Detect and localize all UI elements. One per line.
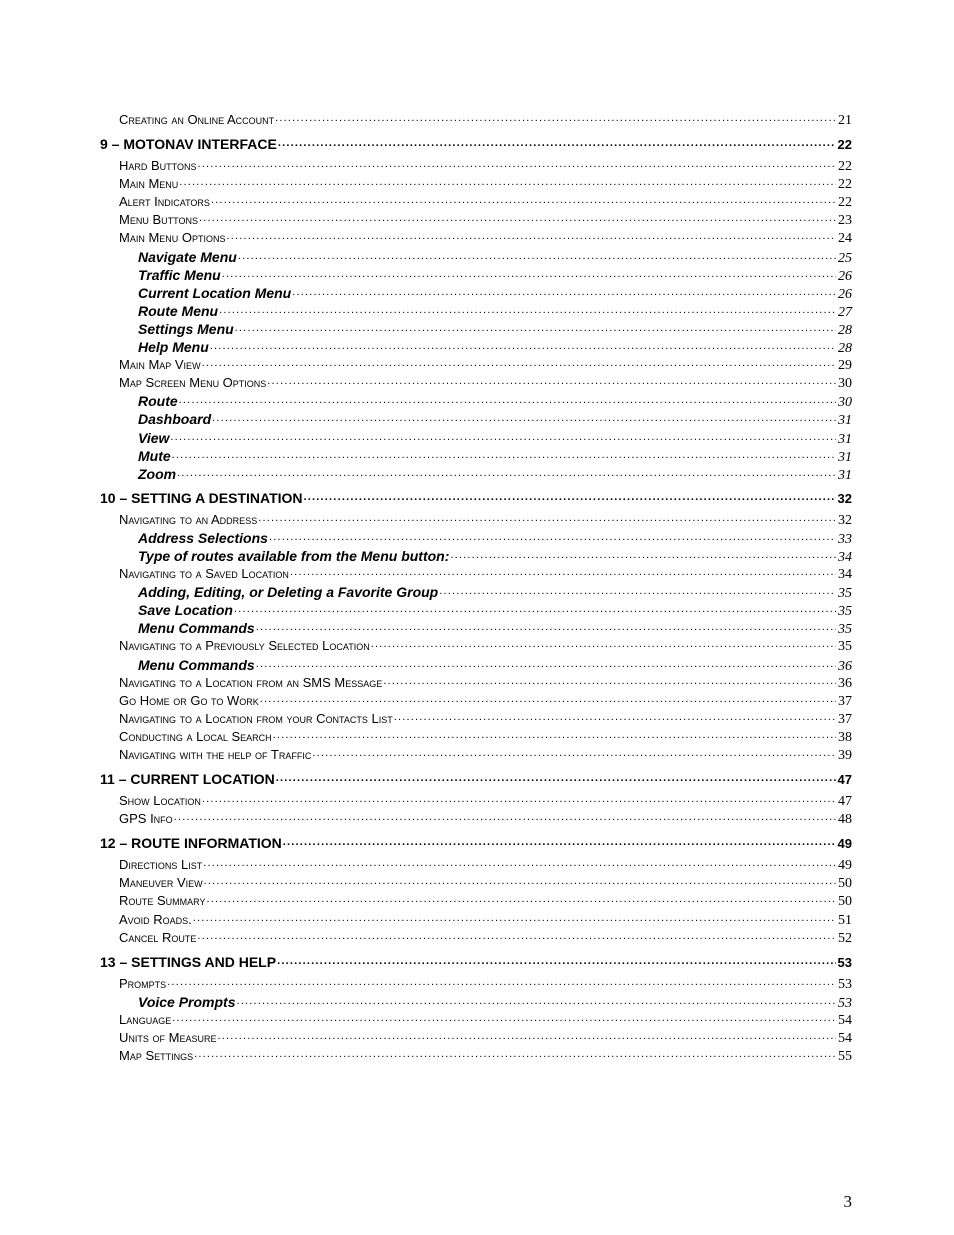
dot-leader <box>290 565 836 578</box>
toc-section-entry[interactable] <box>100 911 852 929</box>
toc-chapter-entry[interactable] <box>100 135 852 153</box>
toc-entry-title: Traffic Menu <box>138 266 221 283</box>
toc-entry-page: 35 <box>838 639 852 655</box>
toc-subsection-entry[interactable] <box>100 619 852 637</box>
dot-leader <box>277 953 835 967</box>
toc-entry-title: Main Menu <box>119 176 179 192</box>
dot-leader <box>172 447 836 461</box>
toc-entry-page: 35 <box>838 586 852 602</box>
dot-leader <box>269 529 836 543</box>
toc-section-entry[interactable] <box>100 746 852 764</box>
toc-entry-title: Address Selections <box>138 529 268 546</box>
toc-entry-title: Go Home or Go to Work <box>119 692 259 708</box>
toc-entry-title: Save Location <box>138 602 233 619</box>
dot-leader <box>212 410 836 424</box>
toc-subsection-entry[interactable] <box>100 993 852 1011</box>
toc-section-entry[interactable] <box>100 111 852 129</box>
toc-entry-page: 55 <box>838 1049 852 1065</box>
toc-entry-page: 21 <box>838 113 852 128</box>
toc-section-entry[interactable] <box>100 1011 852 1029</box>
toc-entry-page: 47 <box>837 772 852 788</box>
dot-leader <box>207 892 836 905</box>
toc-entry-title: Menu Buttons <box>119 212 198 228</box>
toc-section-entry[interactable] <box>100 728 852 746</box>
dot-leader <box>193 911 836 924</box>
toc-section-entry[interactable] <box>100 565 852 583</box>
toc-entry-page: 36 <box>838 658 852 674</box>
toc-entry-title: Type of routes available from the Menu button: <box>138 547 450 564</box>
toc-entry-page: 38 <box>838 729 852 745</box>
dot-leader <box>275 111 836 124</box>
toc-subsection-entry[interactable] <box>100 338 852 356</box>
toc-subsection-entry[interactable] <box>100 392 852 410</box>
dot-leader <box>283 834 836 848</box>
toc-entry-title: Zoom <box>138 465 177 482</box>
toc-entry-title: Directions List <box>119 857 203 873</box>
toc-entry-title: Main Menu Options <box>119 230 226 246</box>
toc-entry-title: Navigating to an Address <box>119 511 258 527</box>
toc-subsection-entry[interactable] <box>100 447 852 465</box>
toc-entry-title: Route Summary <box>119 893 206 909</box>
dot-leader <box>222 266 836 280</box>
toc-section-entry[interactable] <box>100 810 852 828</box>
toc-entry-page: 26 <box>838 286 852 302</box>
toc-subsection-entry[interactable] <box>100 302 852 320</box>
toc-entry-page: 51 <box>838 912 852 928</box>
dot-leader <box>439 583 836 597</box>
toc-entry-page: 32 <box>838 512 852 528</box>
toc-section-entry[interactable] <box>100 229 852 247</box>
toc-subsection-entry[interactable] <box>100 547 852 565</box>
toc-section-entry[interactable] <box>100 792 852 810</box>
toc-entry-title: 12 – ROUTE INFORMATION <box>100 835 282 852</box>
toc-entry-page: 53 <box>837 954 852 970</box>
toc-entry-page: 34 <box>838 549 852 565</box>
toc-entry-title: Mute <box>138 447 171 464</box>
toc-entry-title: Map Settings <box>119 1048 194 1064</box>
toc-entry-title: Navigating to a Location from an SMS Message <box>119 674 383 690</box>
toc-entry-page: 22 <box>838 177 852 193</box>
dot-leader <box>312 746 836 759</box>
toc-entry-title: Settings Menu <box>138 320 234 337</box>
dot-leader <box>211 193 836 206</box>
toc-entry-title: Navigating to a Previously Selected Location <box>119 638 370 654</box>
toc-entry-page: 34 <box>838 567 852 583</box>
toc-entry-page: 22 <box>838 159 852 175</box>
toc-subsection-entry[interactable] <box>100 410 852 428</box>
toc-entry-page: 28 <box>838 341 852 357</box>
toc-chapter-entry[interactable] <box>100 770 852 788</box>
dot-leader <box>292 284 836 298</box>
dot-leader <box>234 601 836 615</box>
dot-leader <box>202 356 836 369</box>
dot-leader <box>258 511 836 524</box>
toc-subsection-entry[interactable] <box>100 284 852 302</box>
toc-entry-title: Conducting a Local Search <box>119 728 272 744</box>
toc-entry-title: Hard Buttons <box>119 158 197 174</box>
toc-subsection-entry[interactable] <box>100 583 852 601</box>
toc-entry-title: Help Menu <box>138 339 209 356</box>
toc-subsection-entry[interactable] <box>100 656 852 674</box>
dot-leader <box>394 710 836 723</box>
toc-subsection-entry[interactable] <box>100 529 852 547</box>
toc-section-entry[interactable] <box>100 374 852 392</box>
dot-leader <box>256 656 836 670</box>
toc-entry-title: 9 – MOTONAV INTERFACE <box>100 136 277 153</box>
toc-entry-title: Current Location Menu <box>138 284 292 301</box>
toc-entry-page: 49 <box>838 858 852 874</box>
toc-entry-page: 31 <box>838 449 852 465</box>
toc-entry-page: 37 <box>838 711 852 727</box>
toc-entry-title: Maneuver View <box>119 875 203 891</box>
dot-leader <box>256 619 836 633</box>
toc-entry-page: 36 <box>838 675 852 691</box>
toc-entry-page: 30 <box>838 376 852 392</box>
toc-section-entry[interactable] <box>100 356 852 374</box>
dot-leader <box>273 728 836 741</box>
toc-section-entry[interactable] <box>100 1029 852 1047</box>
dot-leader <box>267 374 836 387</box>
toc-section-entry[interactable] <box>100 710 852 728</box>
dot-leader <box>174 810 836 823</box>
dot-leader <box>204 874 836 887</box>
dot-leader <box>197 929 836 942</box>
dot-leader <box>235 320 836 334</box>
toc-entry-title: View <box>138 429 170 446</box>
toc-entry-page: 25 <box>838 250 852 266</box>
toc-entry-page: 33 <box>838 531 852 547</box>
toc-section-entry[interactable] <box>100 157 852 175</box>
toc-entry-page: 32 <box>837 490 852 506</box>
dot-leader <box>210 338 836 352</box>
toc-chapter-entry[interactable] <box>100 489 852 507</box>
dot-leader <box>179 175 836 188</box>
dot-leader <box>194 1047 836 1060</box>
dot-leader <box>199 211 836 224</box>
toc-entry-page: 22 <box>837 137 852 153</box>
toc-entry-page: 54 <box>838 1031 852 1047</box>
toc-entry-title: Navigating with the help of Traffic <box>119 747 312 762</box>
dot-leader <box>170 429 836 443</box>
toc-section-entry[interactable] <box>100 674 852 692</box>
dot-leader <box>177 465 836 479</box>
toc-entry-title: Map Screen Menu Options <box>119 375 267 391</box>
dot-leader <box>238 248 836 262</box>
toc-entry-title: 11 – CURRENT LOCATION <box>100 771 275 788</box>
toc-entry-title: Route <box>138 393 178 410</box>
toc-entry-title: Navigate Menu <box>138 248 237 265</box>
toc-entry-title: Navigating to a Saved Location <box>119 566 289 582</box>
dot-leader <box>276 770 836 784</box>
toc-subsection-entry[interactable] <box>100 320 852 338</box>
toc-subsection-entry[interactable] <box>100 248 852 266</box>
toc-section-entry[interactable] <box>100 892 852 910</box>
table-of-contents <box>100 111 852 1065</box>
toc-entry-title: Prompts <box>119 975 167 991</box>
toc-entry-page: 24 <box>838 231 852 247</box>
toc-entry-page: 35 <box>838 622 852 638</box>
toc-entry-title: Menu Commands <box>138 656 255 673</box>
toc-section-entry[interactable] <box>100 874 852 892</box>
toc-entry-title: Voice Prompts <box>138 993 236 1010</box>
toc-entry-page: 30 <box>838 395 852 411</box>
toc-entry-page: 39 <box>838 748 852 763</box>
toc-entry-page: 53 <box>838 995 852 1011</box>
toc-entry-page: 53 <box>838 976 852 992</box>
toc-section-entry[interactable] <box>100 929 852 947</box>
toc-entry-page: 28 <box>838 322 852 338</box>
toc-entry-page: 22 <box>838 195 852 211</box>
dot-leader <box>450 547 836 561</box>
dot-leader <box>179 392 836 406</box>
toc-section-entry[interactable] <box>100 637 852 655</box>
toc-entry-title: Cancel Route <box>119 929 197 945</box>
toc-entry-page: 31 <box>838 467 852 483</box>
toc-entry-page: 23 <box>838 213 852 229</box>
dot-leader <box>227 229 836 242</box>
toc-entry-title: 10 – SETTING A DESTINATION <box>100 489 303 506</box>
toc-section-entry[interactable] <box>100 175 852 193</box>
toc-section-entry[interactable] <box>100 511 852 529</box>
toc-entry-page: 52 <box>838 930 852 946</box>
toc-entry-title: Menu Commands <box>138 620 255 637</box>
dot-leader <box>371 637 836 650</box>
dot-leader <box>217 1029 836 1042</box>
toc-entry-page: 50 <box>838 894 852 910</box>
dot-leader <box>167 975 836 988</box>
toc-entry-title: Creating an Online Account <box>119 112 275 127</box>
toc-section-entry[interactable] <box>100 856 852 874</box>
dot-leader <box>304 489 836 503</box>
toc-entry-title: Dashboard <box>138 411 212 428</box>
dot-leader <box>260 692 836 705</box>
toc-subsection-entry[interactable] <box>100 601 852 619</box>
toc-entry-page: 37 <box>838 693 852 709</box>
dot-leader <box>278 135 836 149</box>
toc-entry-title: Route Menu <box>138 302 219 319</box>
page-number: 3 <box>843 1192 852 1211</box>
toc-section-entry[interactable] <box>100 193 852 211</box>
toc-entry-title: Units of Measure <box>119 1030 217 1046</box>
toc-entry-page: 35 <box>838 604 852 620</box>
toc-entry-title: Avoid Roads. <box>119 911 192 927</box>
toc-entry-title: 13 – SETTINGS AND HELP <box>100 953 277 970</box>
dot-leader <box>219 302 836 316</box>
dot-leader <box>237 993 836 1007</box>
toc-entry-page: 48 <box>838 812 852 828</box>
toc-section-entry[interactable] <box>100 692 852 710</box>
toc-entry-page: 29 <box>838 358 852 374</box>
dot-leader <box>383 674 836 687</box>
toc-entry-title: Main Map View <box>119 357 201 373</box>
toc-section-entry[interactable] <box>100 975 852 993</box>
toc-entry-title: Alert Indicators <box>119 194 210 210</box>
toc-entry-page: 47 <box>838 794 852 810</box>
toc-section-entry[interactable] <box>100 1047 852 1065</box>
toc-entry-page: 31 <box>838 413 852 429</box>
toc-chapter-entry[interactable] <box>100 834 852 852</box>
toc-entry-title: GPS Info <box>119 811 173 827</box>
toc-entry-page: 50 <box>838 876 852 892</box>
toc-entry-title: Language <box>119 1011 172 1027</box>
toc-entry-page: 31 <box>838 431 852 447</box>
toc-entry-page: 27 <box>838 304 852 320</box>
toc-chapter-entry[interactable] <box>100 953 852 971</box>
toc-entry-page: 26 <box>838 268 852 284</box>
toc-subsection-entry[interactable] <box>100 429 852 447</box>
toc-entry-title: Adding, Editing, or Deleting a Favorite Group <box>138 584 439 601</box>
toc-entry-page: 54 <box>838 1012 852 1028</box>
dot-leader <box>198 157 836 170</box>
toc-entry-title: Show Location <box>119 793 201 809</box>
toc-section-entry[interactable] <box>100 211 852 229</box>
dot-leader <box>202 792 836 805</box>
dot-leader <box>172 1011 836 1024</box>
toc-subsection-entry[interactable] <box>100 465 852 483</box>
toc-entry-title: Navigating to a Location from your Contacts List <box>119 710 393 726</box>
toc-subsection-entry[interactable] <box>100 266 852 284</box>
toc-entry-page: 49 <box>837 836 852 852</box>
dot-leader <box>203 856 836 869</box>
